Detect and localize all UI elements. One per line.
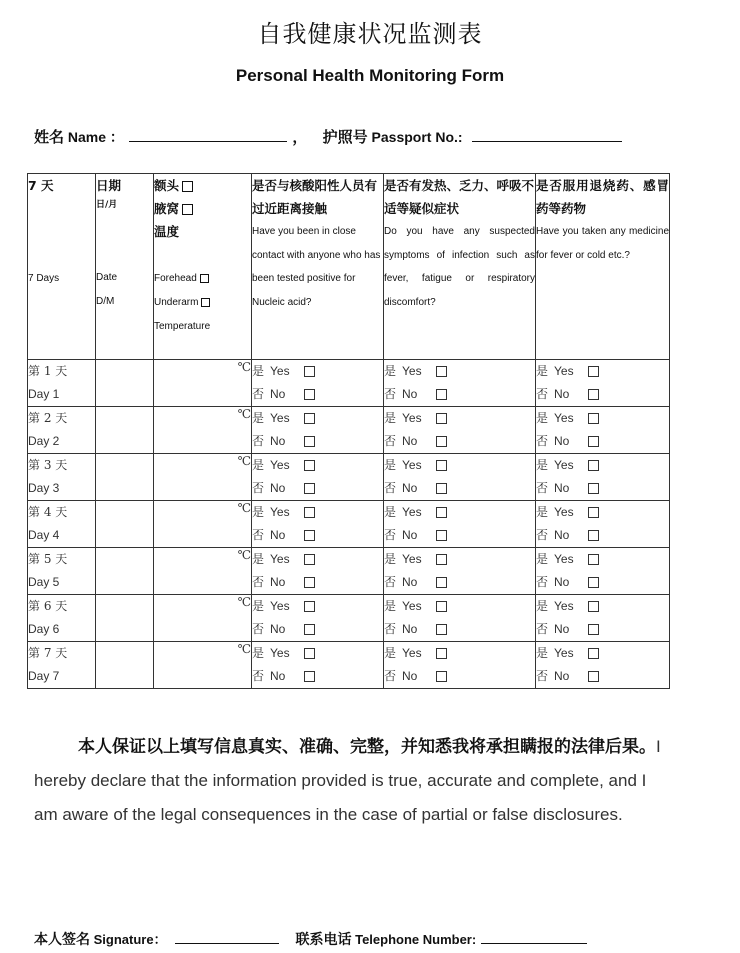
yes-checkbox[interactable] [304,366,315,377]
temperature-input-cell[interactable]: ℃ [154,407,252,454]
day-rows [28,360,670,689]
answer-medicine-day-2: 是 Yes 否 No [536,407,670,454]
name-passport-line [34,126,622,147]
answer-symptoms-day-2: 是 Yes 否 No [384,407,536,454]
temperature-input-cell[interactable]: ℃ [154,501,252,548]
header-temperature: 额头 腋窝 温度 Forehead Underarm Temperature [154,174,252,360]
table-row [28,454,670,501]
no-checkbox[interactable] [588,483,599,494]
yes-checkbox[interactable] [588,460,599,471]
phone-label-zh: 联系电话 [295,932,352,948]
no-checkbox[interactable] [304,530,315,541]
signature-field[interactable] [175,929,279,944]
table-row [28,501,670,548]
no-checkbox[interactable] [436,483,447,494]
no-checkbox[interactable] [304,577,315,588]
name-field[interactable] [129,127,287,142]
header-medicine: 是否服用退烧药、感冒药等药物 Have you taken any medicine for fever or cold etc.? [536,174,670,360]
answer-symptoms-day-7: 是 Yes 否 No [384,642,536,689]
answer-symptoms-day-5: 是 Yes 否 No [384,548,536,595]
passport-field[interactable] [472,127,622,142]
temperature-input-cell[interactable]: ℃ [154,454,252,501]
day-label-cell: 第 3 天 Day 3 [28,454,96,501]
day-label-cell: 第 1 天 Day 1 [28,360,96,407]
table-row [28,595,670,642]
date-input-cell[interactable] [96,360,154,407]
temperature-input-cell[interactable]: ℃ [154,642,252,689]
answer-medicine-day-6: 是 Yes 否 No [536,595,670,642]
temperature-input-cell[interactable]: ℃ [154,595,252,642]
day-label-cell: 第 7 天 Day 7 [28,642,96,689]
yes-checkbox[interactable] [436,554,447,565]
signature-label-zh: 本人签名 [34,932,90,948]
no-checkbox[interactable] [588,577,599,588]
yes-checkbox[interactable] [588,554,599,565]
underarm-checkbox-en[interactable] [201,298,210,307]
passport-label-zh: 护照号 [322,128,368,146]
day-label-cell: 第 5 天 Day 5 [28,548,96,595]
table-row [28,407,670,454]
yes-checkbox[interactable] [304,413,315,424]
no-checkbox[interactable] [436,671,447,682]
phone-label-en: Telephone Number: [351,932,477,947]
temperature-input-cell[interactable]: ℃ [154,548,252,595]
yes-checkbox[interactable] [304,601,315,612]
table-row [28,548,670,595]
answer-contact-day-5: 是 Yes 否 No [252,548,384,595]
no-checkbox[interactable] [436,530,447,541]
yes-checkbox[interactable] [304,460,315,471]
passport-label-en: Passport No.: [367,129,463,145]
no-checkbox[interactable] [436,577,447,588]
yes-checkbox[interactable] [588,413,599,424]
forehead-checkbox[interactable] [182,181,193,192]
answer-medicine-day-4: 是 Yes 否 No [536,501,670,548]
header-close-contact: 是否与核酸阳性人员有过近距离接触 Have you been in close contact with anyone who has been tested positive for Nucleic acid? [252,174,384,360]
no-checkbox[interactable] [588,389,599,400]
yes-checkbox[interactable] [436,366,447,377]
no-checkbox[interactable] [304,671,315,682]
yes-checkbox[interactable] [436,460,447,471]
yes-checkbox[interactable] [436,648,447,659]
no-checkbox[interactable] [588,671,599,682]
answer-contact-day-3: 是 Yes 否 No [252,454,384,501]
declaration-zh: 本人保证以上填写信息真实、准确、完整，并知悉我将承担瞒报的法律后果。 [78,737,656,757]
no-checkbox[interactable] [436,624,447,635]
yes-checkbox[interactable] [588,648,599,659]
answer-contact-day-1: 是 Yes 否 No [252,360,384,407]
yes-checkbox[interactable] [436,413,447,424]
yes-checkbox[interactable] [304,554,315,565]
day-label-cell: 第 6 天 Day 6 [28,595,96,642]
answer-contact-day-4: 是 Yes 否 No [252,501,384,548]
no-checkbox[interactable] [436,436,447,447]
name-label-en: Name ： [64,129,124,145]
no-checkbox[interactable] [588,530,599,541]
header-days: 7 天 7 Days [28,174,96,360]
yes-checkbox[interactable] [436,601,447,612]
underarm-checkbox[interactable] [182,204,193,215]
declaration-en: I hereby declare that the information provided is true, accurate and complete, and I am aware of the legal consequences in the case of partial or false disclosures. [34,737,661,824]
date-input-cell[interactable] [96,642,154,689]
answer-contact-day-7: 是 Yes 否 No [252,642,384,689]
date-input-cell[interactable] [96,454,154,501]
table-row [28,360,670,407]
form-title-chinese: 自我健康状况监测表 [257,20,483,48]
answer-medicine-day-5: 是 Yes 否 No [536,548,670,595]
forehead-checkbox-en[interactable] [200,274,209,283]
answer-medicine-day-7: 是 Yes 否 No [536,642,670,689]
no-checkbox[interactable] [588,436,599,447]
signature-label-en: Signature： [90,932,167,947]
yes-checkbox[interactable] [304,648,315,659]
table-row [28,642,670,689]
comma-separator: ， [292,128,308,146]
form-title-english: Personal Health Monitoring Form [235,66,505,85]
answer-medicine-day-3: 是 Yes 否 No [536,454,670,501]
phone-field[interactable] [481,929,587,944]
no-checkbox[interactable] [588,624,599,635]
answer-contact-day-6: 是 Yes 否 No [252,595,384,642]
no-checkbox[interactable] [304,624,315,635]
date-input-cell[interactable] [96,548,154,595]
temperature-input-cell[interactable]: ℃ [154,360,252,407]
day-label-cell: 第 2 天 Day 2 [28,407,96,454]
answer-symptoms-day-3: 是 Yes 否 No [384,454,536,501]
no-checkbox[interactable] [304,389,315,400]
date-input-cell[interactable] [96,407,154,454]
monitoring-table [27,173,670,689]
yes-checkbox[interactable] [304,507,315,518]
header-symptoms: 是否有发热、乏力、呼吸不适等疑似症状 Do you have any suspected symptoms of infection such as fever, fatigue or respiratory discomfort? [384,174,536,360]
name-label-zh: 姓名 [34,128,65,146]
answer-symptoms-day-1: 是 Yes 否 No [384,360,536,407]
no-checkbox[interactable] [304,436,315,447]
yes-checkbox[interactable] [436,507,447,518]
day-label-cell: 第 4 天 Day 4 [28,501,96,548]
yes-checkbox[interactable] [588,507,599,518]
yes-checkbox[interactable] [588,366,599,377]
table-header-row [28,174,670,360]
date-input-cell[interactable] [96,595,154,642]
date-input-cell[interactable] [96,501,154,548]
declaration [34,730,674,832]
no-checkbox[interactable] [436,389,447,400]
header-date: 日期 日/月 Date D/M [96,174,154,360]
yes-checkbox[interactable] [588,601,599,612]
answer-medicine-day-1: 是 Yes 否 No [536,360,670,407]
answer-symptoms-day-4: 是 Yes 否 No [384,501,536,548]
answer-symptoms-day-6: 是 Yes 否 No [384,595,536,642]
answer-contact-day-2: 是 Yes 否 No [252,407,384,454]
signature-line [34,929,587,949]
no-checkbox[interactable] [304,483,315,494]
